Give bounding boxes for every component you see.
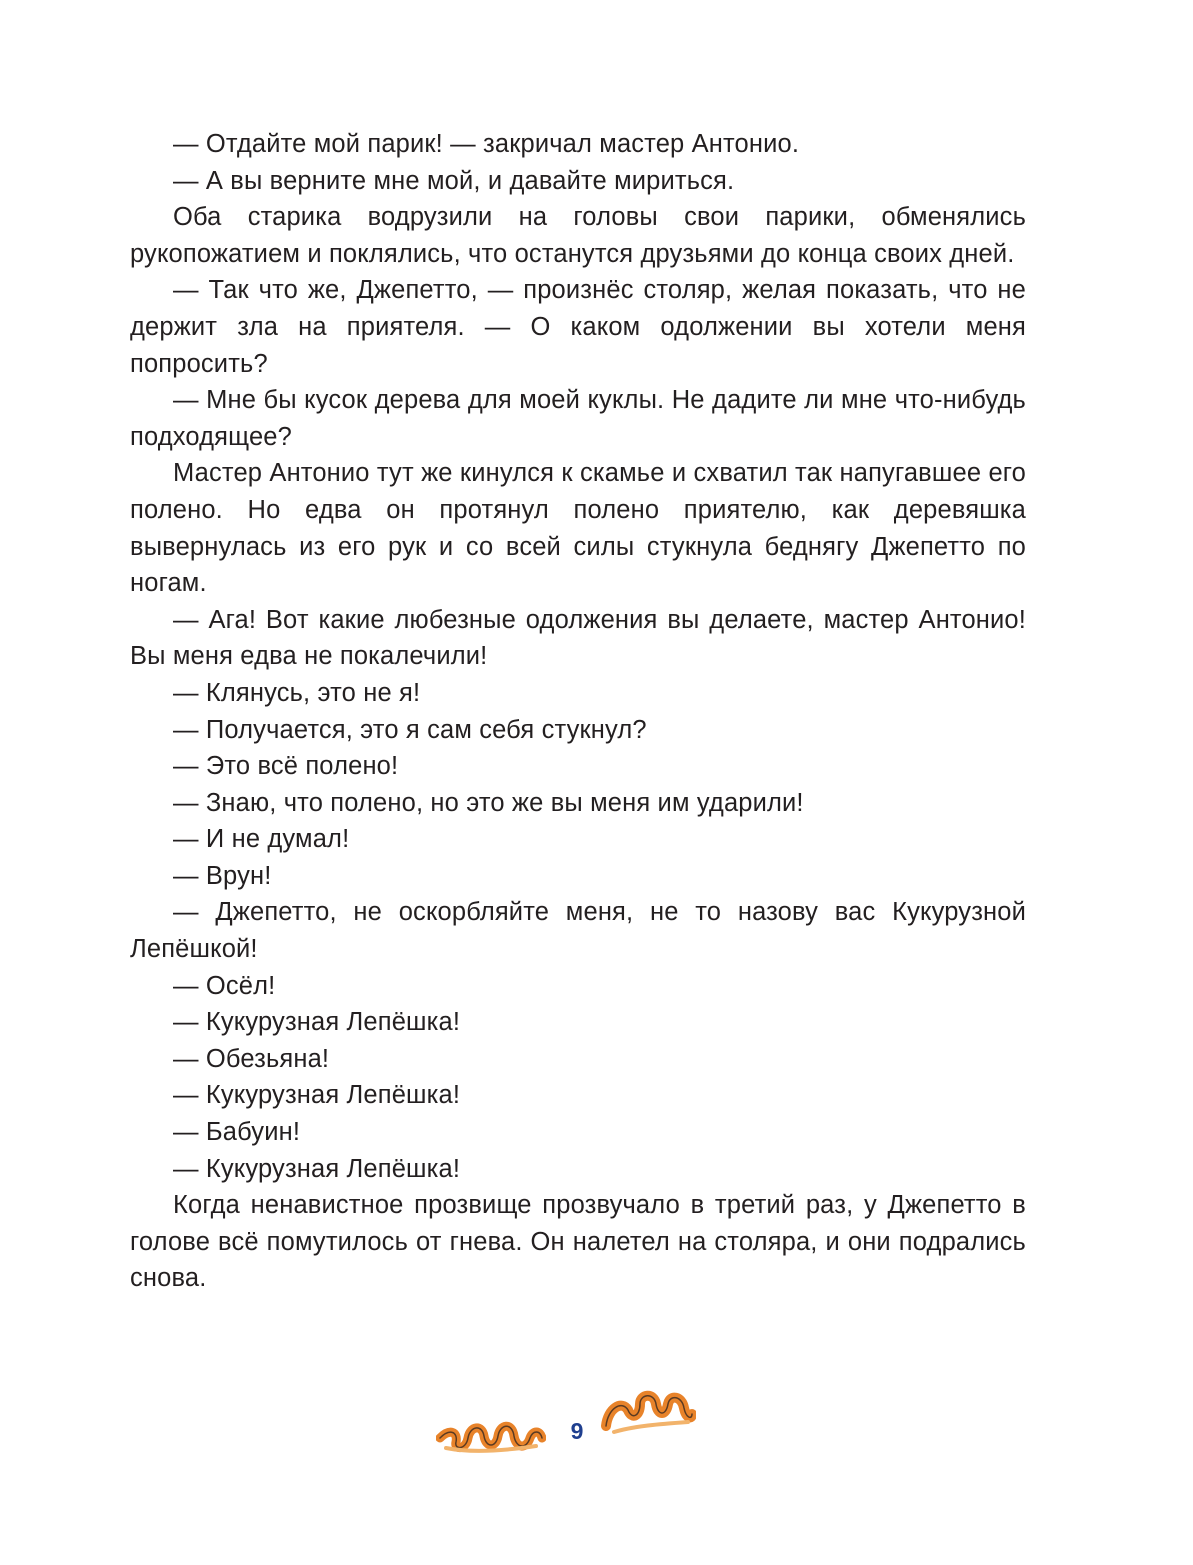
paragraph: — Врун! <box>173 861 272 890</box>
paragraph: — Клянусь, это не я! <box>173 678 421 707</box>
paragraph: — Это всё полено! <box>173 752 399 781</box>
paragraph: — Кукурузная Лепёшка! <box>173 1154 461 1183</box>
paragraph: — Кукурузная Лепёшка! <box>173 1008 461 1037</box>
paragraph: — Обезьяна! <box>173 1044 330 1073</box>
paragraph: Когда ненавистное прозвище прозвучало в третий раз, у Джепетто в голове всё помутилось от гнева. Он налетел на столяра, и они подрались снова. <box>130 1191 1026 1293</box>
paragraph: — Знаю, что полено, но это же вы меня им ударили! <box>173 788 804 817</box>
paragraph: — И не думал! <box>173 825 350 854</box>
wood-shaving-icon <box>600 1386 696 1442</box>
paragraph: — А вы верните мне мой, и давайте мириться. <box>173 166 735 195</box>
paragraph: — Отдайте мой парик! — закричал мастер Антонио. <box>173 130 800 158</box>
paragraph: Оба старика водрузили на головы свои парики, обменялись рукопожатием и поклялись, что останутся друзьями до конца своих дней. <box>130 203 1026 268</box>
paragraph: — Джепетто, не оскорбляйте меня, не то назову вас Кукурузной Лепёшкой! <box>130 898 1026 964</box>
paragraph: Мастер Антонио тут же кинулся к скамье и схватил так напугавшее его полено. Но едва он протянул полено приятелю, как деревяшка вывернулась из его рук и со всей силы стукнула беднягу Джепетто по ногам. <box>130 459 1026 598</box>
body-text <box>130 126 1026 1297</box>
page-footer <box>0 1380 1193 1480</box>
wood-shaving-icon <box>436 1408 546 1454</box>
paragraph: — Мне бы кусок дерева для моей куклы. Не дадите ли мне что-нибудь подходящее? <box>130 386 1026 451</box>
paragraph: — Бабуин! <box>173 1118 301 1147</box>
paragraph: — Получается, это я сам себя стукнул? <box>173 715 647 744</box>
paragraph: — Ага! Вот какие любезные одолжения вы делаете, мастер Антонио! Вы меня едва не покалечили! <box>130 605 1026 671</box>
paragraph: — Так что же, Джепетто, — произнёс столяр, желая показать, что не держит зла на приятеля. — О каком одолжении вы хотели меня попросить? <box>130 276 1026 378</box>
page-number: 9 <box>570 1418 584 1444</box>
paragraph: — Кукурузная Лепёшка! <box>173 1081 461 1110</box>
paragraph: — Осёл! <box>173 971 276 1000</box>
